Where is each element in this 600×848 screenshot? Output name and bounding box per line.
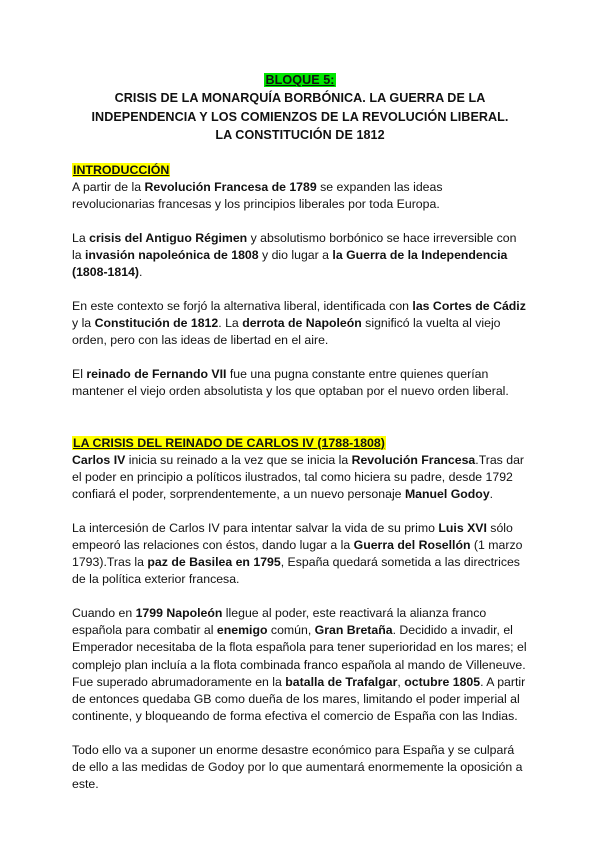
- title-line-3: LA CONSTITUCIÓN DE 1812: [215, 128, 385, 143]
- intro-paragraph-3: En este contexto se forjó la alternativa liberal, identificada con las Cortes de Cádiz y la Constitución de 1812. La derrota de Napoleón significó la vuelta al viejo orden, pero con las ideas de libertad en el aire.: [72, 299, 526, 348]
- block-label: BLOQUE 5:: [265, 73, 335, 87]
- crisis-paragraph-2: La intercesión de Carlos IV para intentar salvar la vida de su primo Luis XVI sólo empeoró las relaciones con éstos, dando lugar a la Guerra del Rosellón (1 marzo 1793).Tras la paz de Basilea en 1795, España quedará sometida a las directrices de la política exterior francesa.: [72, 520, 523, 587]
- intro-paragraph-2: La crisis del Antiguo Régimen y absolutismo borbónico se hace irreversible con la invasión napoleónica de 1808 y dio lugar a la Guerra de la Independencia (1808-1814).: [72, 230, 517, 279]
- title-line-2: INDEPENDENCIA Y LOS COMIENZOS DE LA REVOLUCIÓN LIBERAL.: [91, 109, 509, 124]
- intro-heading: INTRODUCCIÓN: [73, 162, 170, 177]
- title-line-1: CRISIS DE LA MONARQUÍA BORBÓNICA. LA GUERRA DE LA: [114, 91, 486, 106]
- intro-paragraph-4: El reinado de Fernando VII fue una pugna constante entre quienes querían mantener el viejo orden absolutista y los que optaban por el nuevo orden liberal.: [72, 367, 509, 399]
- crisis-paragraph-3: Cuando en 1799 Napoleón llegue al poder, este reactivará la alianza franco española para combatir al enemigo común, Gran Bretaña. Decidido a invadir, el Emperador necesitaba de la flota española para tener superioridad en los mares; el complejo plan incluía a la flota combinada franco española al mando de Villeneuve. Fue superado abrumadoramente en la batalla de Trafalgar, octubre 1805. A partir de entonces quedaba GB como dueña de los mares, limitando el poder imperial al continente, y bloqueando de forma efectiva el comercio de España con las Indias.: [72, 606, 527, 723]
- intro-paragraph-1: A partir de la Revolución Francesa de 1789 se expanden las ideas revolucionarias francesas y los principios liberales por toda Europa.: [72, 179, 443, 211]
- crisis-paragraph-1: Carlos IV inicia su reinado a la vez que se inicia la Revolución Francesa.Tras dar el poder en principio a políticos ilustrados, tal como hiciera su padre, desde 1792 confiará el poder, sorprendentemente, a un nuevo personaje Manuel Godoy.: [72, 452, 525, 501]
- document-header: [72, 71, 528, 145]
- crisis-heading: LA CRISIS DEL REINADO DE CARLOS IV (1788-1808): [73, 435, 385, 450]
- crisis-paragraph-4: Todo ello va a suponer un enorme desastre económico para España y se culpará de ello a las medidas de Godoy por lo que aumentará enormemente la oposición a este.: [72, 742, 523, 792]
